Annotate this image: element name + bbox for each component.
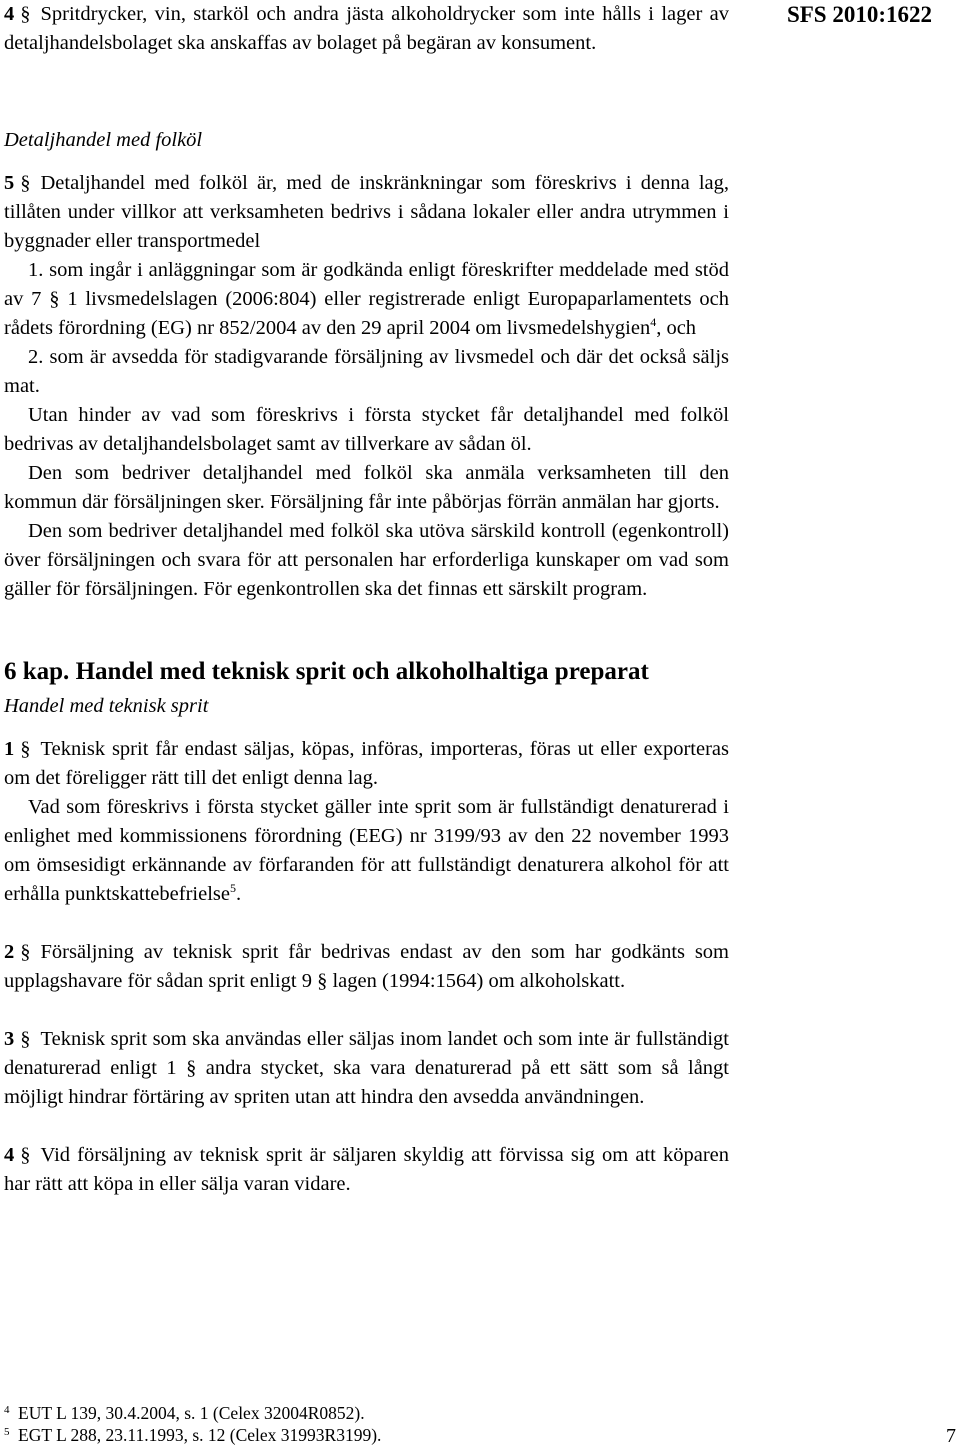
paragraph-text: Teknisk sprit som ska användas eller säljas inom landet och som inte är fullständigt denaturerad enligt 1 § andra stycket, ska vara denaturerad på ett sätt som så långt möjligt hindrar förtäring av spriten utan att hindra den avsedda användningen. <box>4 1028 729 1108</box>
paragraph-number: 2 <box>4 941 15 963</box>
section-sign: § <box>20 738 31 760</box>
paragraph-6-2 <box>4 938 729 996</box>
paragraph-utan-hinder: Utan hinder av vad som föreskrivs i första stycket får detaljhandel med folköl bedrivas av detaljhandelsbolaget samt av tillverkare av sådan öl. <box>4 404 729 455</box>
paragraph-number: 3 <box>4 1028 15 1050</box>
paragraph-text: Teknisk sprit får endast säljas, köpas, införas, importeras, föras ut eller exporteras om det föreligger rätt till det enligt denna lag. <box>4 738 729 789</box>
section-sign: § <box>20 3 31 25</box>
section-sign: § <box>20 1028 31 1050</box>
paragraph-number: 4 <box>4 1144 15 1166</box>
paragraph-egenkontroll: Den som bedriver detaljhandel med folköl ska utöva särskild kontroll (egenkontroll) över försäljningen och svara för att personalen har erforderliga kunskaper om vad som gäller för försäljningen. För egenkontrollen ska det finnas ett särskilt program. <box>4 520 729 600</box>
list-item-text: 1. som ingår i anläggningar som är godkända enligt föreskrifter meddelade med stöd av 7 § 1 livsmedelslagen (2006:804) eller registrerade enligt Europaparlamentets och rådets förordning (EG) nr 852/2004 av den 29 april 2004 om livsmedelshygien <box>4 259 729 339</box>
paragraph-text: Vid försäljning av teknisk sprit är säljaren skyldig att förvissa sig om att köparen har rätt att köpa in eller sälja varan vidare. <box>4 1144 729 1195</box>
subheading-detaljhandel: Detaljhandel med folköl <box>4 129 203 151</box>
paragraph-text: Spritdrycker, vin, starköl och andra jästa alkoholdrycker som inte hålls i lager av detaljhandelsbolaget ska anskaffas av bolaget på begäran av konsument. <box>4 3 729 54</box>
chapter-title: Handel med teknisk sprit och alkoholhaltiga preparat <box>75 658 649 685</box>
paragraph-tail: . <box>235 883 242 905</box>
sfs-number: SFS 2010:1622 <box>786 2 932 27</box>
subheading-teknisk-sprit: Handel med teknisk sprit <box>4 695 209 717</box>
footnotes <box>4 1402 729 1446</box>
paragraph-text: Vad som föreskrivs i första stycket gäller inte sprit som är fullständigt denaturerad i enlighet med kommissionens förordning (EEG) nr 3199/93 av den 22 november 1993 om ömsesidigt erkännande av förfaranden för att fullständigt denaturera alkohol för att erhålla punktskattebefrielse <box>4 796 729 905</box>
paragraph-text: Försäljning av teknisk sprit får bedrivas endast av den som har godkänts som upplagshavare för sådan sprit enligt 9 § lagen (1994:1564) om alkoholskatt. <box>4 941 729 992</box>
paragraph-number: 4 <box>4 3 15 25</box>
paragraph-6-1 <box>4 735 729 793</box>
paragraph-6-1-second <box>4 793 729 909</box>
paragraph-number: 5 <box>4 172 15 194</box>
section-sign: § <box>20 1144 31 1166</box>
footnote-ref: 4 <box>650 315 657 330</box>
footnote: 5 EGT L 288, 23.11.1993, s. 12 (Celex 31993R3199). <box>4 1425 382 1445</box>
page-number: 7 <box>946 1425 956 1447</box>
section-sign: § <box>20 941 31 963</box>
paragraph-text: Detaljhandel med folköl är, med de inskränkningar som föreskrivs i denna lag, tillåten under villkor att verksamheten bedrivs i sådana lokaler eller andra utrymmen i byggnader eller transportmedel <box>4 172 729 252</box>
list-item-tail: , och <box>656 317 697 339</box>
footnote-text: EGT L 288, 23.11.1993, s. 12 (Celex 31993R3199). <box>18 1425 382 1445</box>
document-body <box>4 126 729 1199</box>
paragraph-6-4 <box>4 1141 729 1199</box>
list-item-2: 2. som är avsedda för stadigvarande försäljning av livsmedel och där det också säljs mat. <box>4 346 729 397</box>
section-sign: § <box>20 172 31 194</box>
paragraph-number: 1 <box>4 738 15 760</box>
list-item-1 <box>4 256 729 343</box>
chapter-label: 6 kap. <box>4 658 70 685</box>
paragraph-4 <box>4 0 729 58</box>
paragraph-anmala: Den som bedriver detaljhandel med folköl ska anmäla verksamheten till den kommun där försäljningen sker. Försäljning får inte påbörjas förrän anmälan har gjorts. <box>4 462 729 513</box>
footnote-ref: 5 <box>229 881 236 896</box>
paragraph-5 <box>4 169 729 256</box>
footnote-text: EUT L 139, 30.4.2004, s. 1 (Celex 32004R0852). <box>18 1403 365 1423</box>
footnote: 4 EUT L 139, 30.4.2004, s. 1 (Celex 32004R0852). <box>4 1403 365 1423</box>
chapter-heading <box>4 657 729 687</box>
paragraph-6-3 <box>4 1025 729 1112</box>
